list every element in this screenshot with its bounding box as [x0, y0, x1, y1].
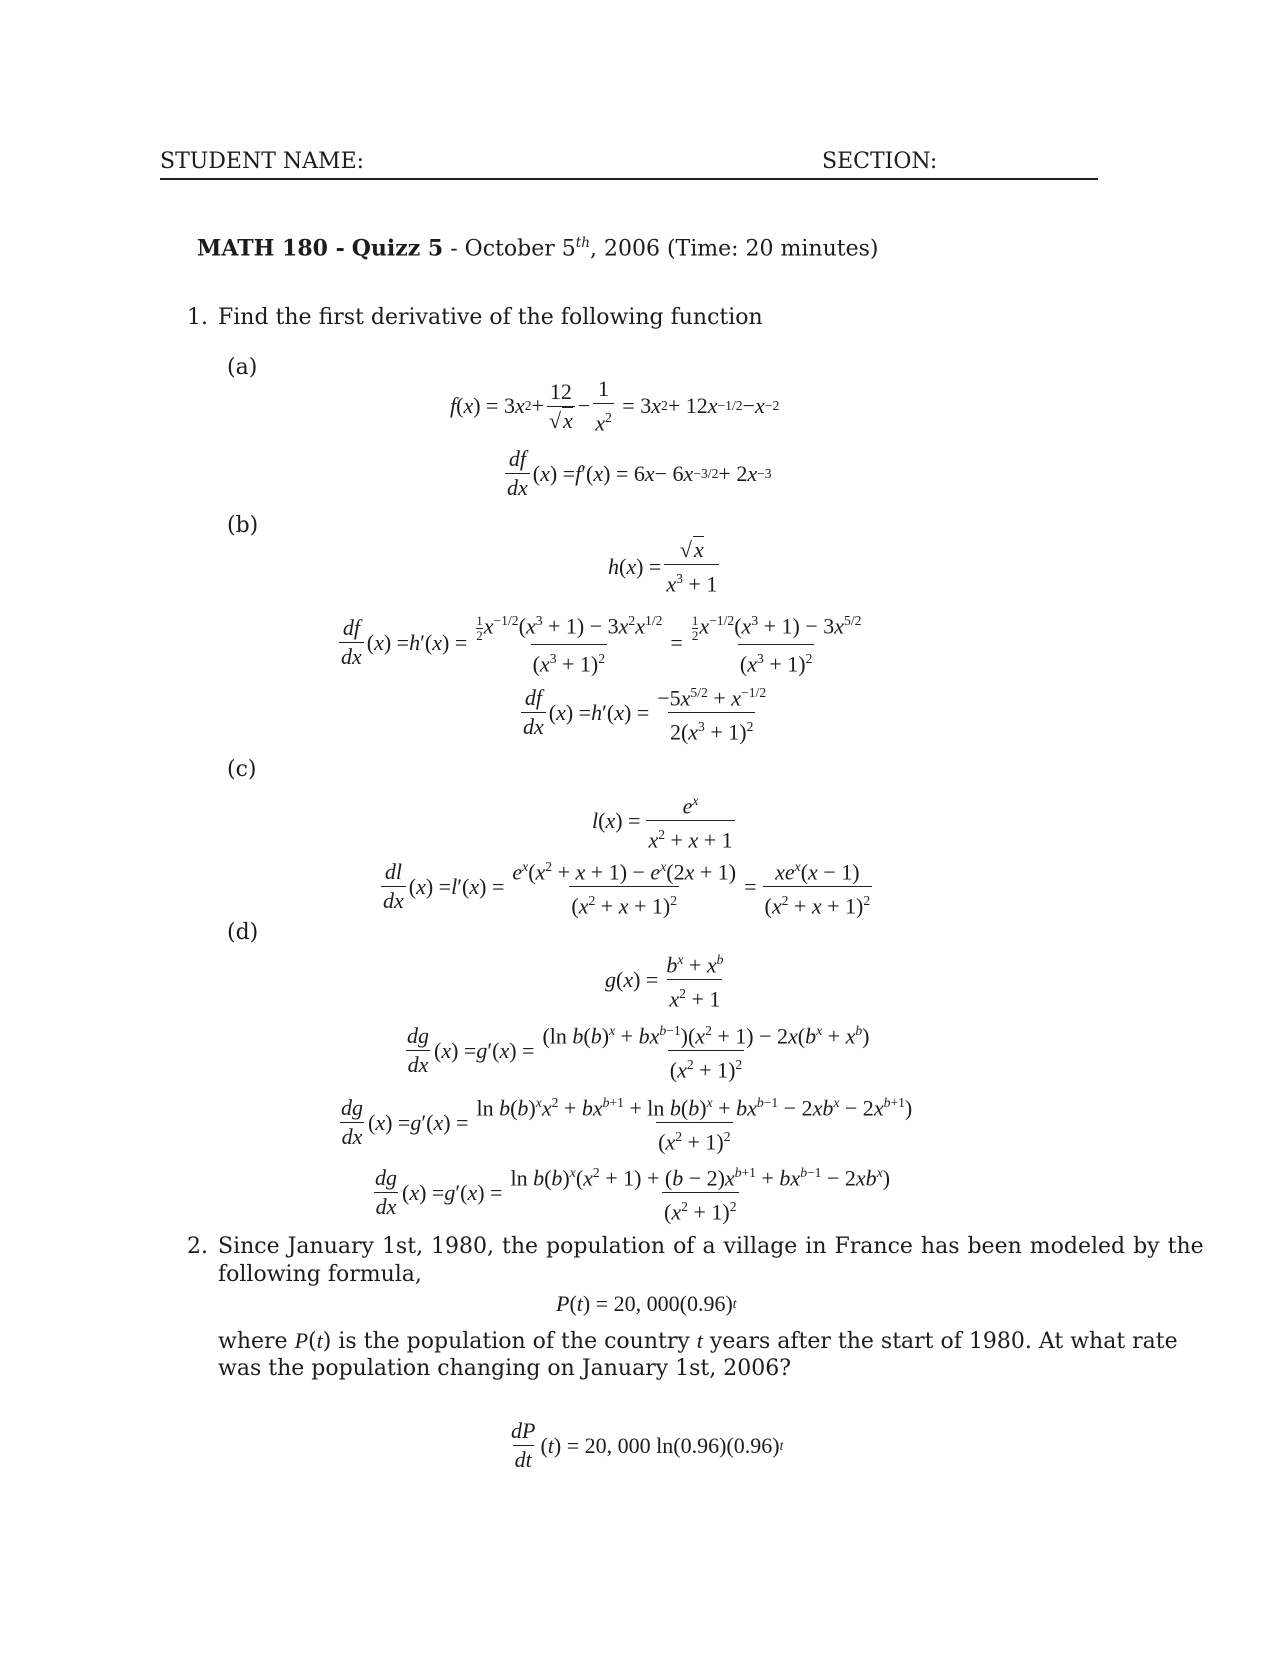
eq-b-function: h ( x ) = $\frac{√x}{x^3 + 1}$ — [608, 537, 718, 597]
problem-1-prompt: Find the first derivative of the following function — [218, 305, 763, 330]
eq-d-derivative-2: $\frac{dg}{dx}$ ( x ) = g ′( x ) = $\frac{\ln b(b)^xx^2 + bx^{b+1} + \ln b(b)^x + bx^{b-1} - 2xb^x - 2x^{b+1})}{(x^2 + 1)^2}$ — [341, 1095, 913, 1155]
problem-1-number: 1. — [187, 305, 208, 330]
date-suffix: th — [575, 235, 590, 251]
eq-d-derivative-3: $\frac{dg}{dx}$ ( x ) = g ′( x ) = $\frac{\ln b(b)^x(x^2 + 1) + (b - 2)x^{b+1} + bx^{b-1} - 2xb^x)}{(x^2 + 1)^2}$ — [375, 1165, 891, 1225]
problem-2-line-2: following formula, — [218, 1262, 422, 1287]
eq-a-derivative: $\frac{df}{dx}$ ( x ) = f ′( x ) = 6 x − 6 x −3/2 + 2 x −3 — [507, 446, 772, 500]
problem-2-line-3: where P(t) is the population of the country t years after the start of 1980. At what rate — [218, 1328, 1178, 1354]
eq-d-function: g ( x ) = $\frac{b^x + x^b}{x^2 + 1}$ — [605, 952, 724, 1012]
quiz-name: Quizz 5 — [351, 235, 444, 262]
quiz-title — [197, 229, 879, 263]
problem-2-number: 2. — [187, 1234, 208, 1259]
eq-d-derivative-1: $\frac{dg}{dx}$ ( x ) = g ′( x ) = $\frac{(\ln b(b)^x + bx^{b-1})(x^2 + 1) - 2x(b^x + x^b)}{(x^2 + 1)^2}$ — [407, 1023, 870, 1083]
part-c-label: (c) — [227, 757, 257, 782]
date-rest: , 2006 (Time: 20 minutes) — [589, 236, 879, 262]
eq-b-derivative-2: $\frac{df}{dx}$ ( x ) = h ′( x ) = $\frac{-5x^{5/2} + x^{-1/2}}{2(x^3 + 1)^2}$ — [523, 685, 767, 745]
eq-population-derivative: $\frac{dP}{dt}$ ( t ) = 20, 000 ln(0.96)(0.96) t — [511, 1418, 784, 1472]
course-code: MATH 180 - — [197, 235, 345, 262]
eq-c-derivative: $\frac{dl}{dx}$ ( x ) = l ′( x ) = $\frac{e^x(x^2 + x + 1) - e^x(2x + 1)}{(x^2 + x + 1)^2}$ = $\frac{xe^x(x - 1)}{(x^2 + x + 1)^2}$ — [383, 859, 871, 919]
part-d-label: (d) — [227, 920, 259, 945]
student-name-label: STUDENT NAME: — [160, 149, 365, 174]
header-rule — [160, 178, 1098, 180]
eq-b-derivative-1: $\frac{df}{dx}$ ( x ) = h ′( x ) = $\frac{1}{2}$ $x^{-1/2}(x^3 + 1) - 3x^2x^{1/2}$ $(x^3 + 1)^2$ = $\frac{1}{2}$ $x^{-1/2}(x^3 + 1) - 3x^{5/2}$ $(x^3 + 1)^2$ — [341, 612, 862, 677]
part-b-label: (b) — [227, 513, 259, 538]
line-3-post: years after the start of 1980. At what rate — [702, 1329, 1178, 1354]
date-prefix: - October 5 — [450, 236, 576, 262]
eq-a-function: f ( x ) = 3 x 2 + $\frac{12}{√x}$ − $\frac{1}{x^2}$ = 3 x 2 + 12 x −1/2 − x −2 — [450, 376, 780, 436]
problem-2-line-1: Since January 1st, 1980, the population of a village in France has been modeled by the — [218, 1234, 1204, 1259]
part-a-label: (a) — [227, 355, 258, 380]
problem-2-line-4: was the population changing on January 1st, 2006? — [218, 1356, 792, 1381]
eq-population-model: P ( t ) = 20, 000(0.96) t — [556, 1291, 737, 1316]
eq-c-function: l ( x ) = $\frac{e^x}{x^2 + x + 1}$ — [592, 793, 733, 853]
line-3-mid: is the population of the country — [331, 1329, 697, 1354]
line-3-pre: where — [218, 1329, 295, 1354]
section-label: SECTION: — [822, 149, 938, 174]
